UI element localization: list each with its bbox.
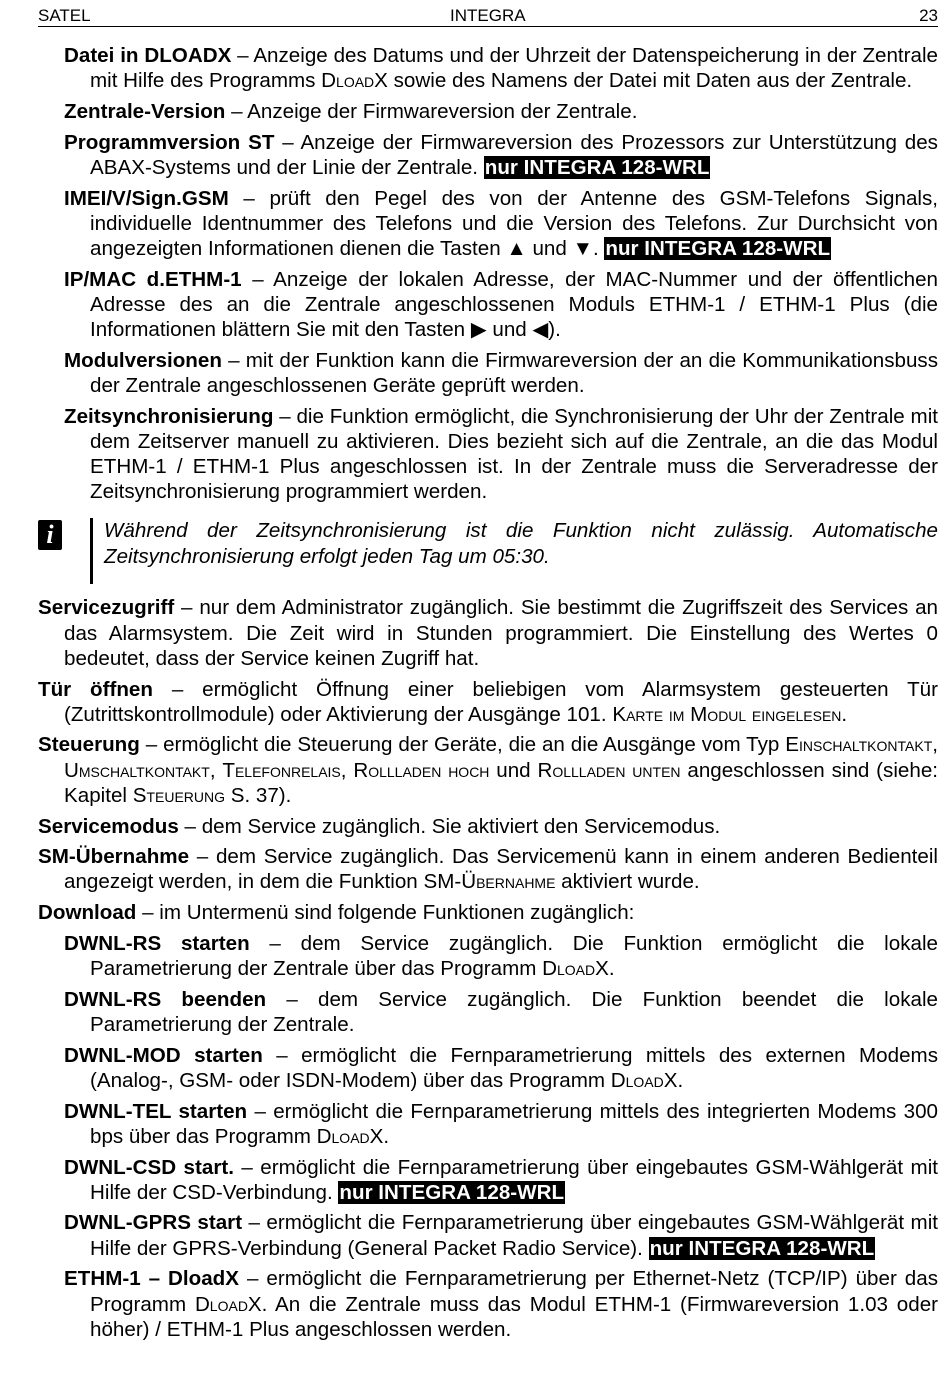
- entry-entries3-1: [0, 987, 938, 1037]
- small-caps-term: DloadX: [316, 1124, 384, 1148]
- entry-entries2-0: [0, 595, 938, 671]
- entry-term: Programmversion ST: [64, 130, 275, 154]
- entry-text: .: [841, 702, 848, 726]
- entry-text: – nur dem Administrator zugänglich. Sie bestimmt die Zugriffszeit des Services an das Alarmsystem. Die Zeit wird in Stunden programmiert. Die Einstellung des Wertes 0 bedeutet, dass der Service keinen Zugriff hat.: [64, 596, 938, 670]
- entry-text: aktiviert wurde.: [555, 870, 700, 894]
- wrl-only-badge: nur INTEGRA 128-WRL: [649, 1236, 875, 1260]
- info-note: [38, 518, 938, 586]
- entry-text: – dem Service zugänglich. Die Funktion ermöglicht die lokale Parametrierung der Zentrale über das Programm: [90, 931, 938, 981]
- entry-text: .: [677, 1068, 684, 1092]
- entry-entries3-2: [0, 1043, 938, 1093]
- small-caps-term: Rollladen hoch: [353, 758, 490, 782]
- entry-entries3-4: [0, 1155, 938, 1205]
- entry-text: – mit der Funktion kann die Firmwareversion der an die Kommunikationsbuss der Zentrale angeschlossenen Geräte geprüft werden.: [90, 348, 938, 397]
- entry-term: IP/MAC d.ETHM-1: [64, 267, 242, 291]
- small-caps-term: DloadX: [542, 957, 609, 981]
- entry-term: Tür öffnen: [38, 677, 153, 701]
- entry-term: DWNL-MOD starten: [64, 1043, 263, 1067]
- entry-text: – dem Service zugänglich. Das Servicemenü kann in einem anderen Bedienteil angezeigt werden, in dem die Funktion: [64, 845, 938, 894]
- wrl-only-badge: nur INTEGRA 128-WRL: [484, 155, 710, 179]
- entry-entries1-2: [0, 130, 938, 180]
- entry-term: Modulversionen: [64, 348, 222, 372]
- entry-text: – dem Service zugänglich. Die Funktion beendet die lokale Parametrierung der Zentrale.: [90, 987, 938, 1036]
- small-caps-term: Rollladen unten: [537, 758, 681, 782]
- entry-entries1-4: [0, 267, 938, 343]
- entry-term: Zeitsynchronisierung: [64, 404, 274, 428]
- entry-entries3-6: [0, 1266, 938, 1342]
- header-brand: SATEL: [38, 6, 91, 25]
- small-caps-term: DloadX: [321, 69, 388, 93]
- entry-term: Download: [38, 901, 137, 925]
- entry-text: – Anzeige der Firmwareversion des Prozessors zur Unterstützung des ABAX-Systems und der Linie der Zentrale.: [90, 130, 938, 179]
- entry-text: – ermöglicht die Fernparametrierung per Ethernet-Netz (TCP/IP) über das Programm: [90, 1267, 938, 1316]
- note-text: Während der Zeitsynchronisierung ist die Funktion nicht zulässig. Automatische Zeitsynchronisierung erfolgt jeden Tag um 05:30.: [104, 519, 938, 568]
- entry-entries2-1: [0, 677, 938, 727]
- entry-term: ETHM-1 – DloadX: [64, 1267, 239, 1291]
- page-content: [0, 43, 950, 1347]
- entry-text: – im Untermenü sind folgende Funktionen zugänglich:: [136, 901, 635, 925]
- entries-level2-download: [0, 931, 950, 1342]
- entry-entries2-2: [0, 732, 938, 808]
- entry-entries2-3: [0, 814, 938, 839]
- entry-text: ,: [340, 758, 354, 782]
- entry-text: sowie des Namens der Datei mit Daten aus der Zentrale.: [387, 69, 913, 93]
- entry-text: – ermöglicht die Fernparametrierung mittels des integrierten Modems 300 bps über das Programm: [90, 1099, 938, 1148]
- entry-term: IMEI/V/Sign.GSM: [64, 186, 229, 210]
- entry-entries1-1: [0, 99, 938, 124]
- entry-text: – die Funktion ermöglicht, die Synchronisierung der Uhr der Zentrale mit dem Zeitserver manuell zu aktivieren. Dies bezieht sich auf die Zentrale, an die das Modul ETHM-1 / ETHM-1 Plus angeschlossen ist. In der Zentrale muss die Serveradresse der Zeitsynchronisierung programmiert werden.: [90, 404, 938, 504]
- entries-level2-top: [0, 43, 950, 504]
- page-number: 23: [919, 6, 938, 25]
- entry-term: Zentrale-Version: [64, 99, 226, 123]
- entry-entries1-6: [0, 404, 938, 505]
- entry-entries3-0: [0, 931, 938, 981]
- entry-text: – ermöglicht Öffnung einer beliebigen vom Alarmsystem gesteuerten Tür (Zutrittskontrollmodule) oder Aktivierung der Ausgänge 101.: [64, 677, 938, 726]
- wrl-only-badge: nur INTEGRA 128-WRL: [339, 1180, 565, 1204]
- wrl-only-badge: nur INTEGRA 128-WRL: [605, 236, 831, 260]
- entry-entries2-5: [0, 900, 938, 925]
- note-divider: [90, 518, 93, 584]
- entry-term: DWNL-GPRS start: [64, 1211, 243, 1235]
- header-product: INTEGRA: [450, 6, 526, 25]
- small-caps-term: Umschaltkontakt: [64, 758, 210, 782]
- entry-text: – Anzeige der lokalen Adresse, der MAC-Nummer und der öffentlichen Adresse des an die Zentrale angeschlossenen Moduls ETHM-1 / ETHM-1 Plus (die Informationen blättern Sie mit den Tasten ▶ und ◀).: [90, 267, 938, 342]
- entry-entries3-5: [0, 1210, 938, 1260]
- entry-term: DWNL-RS beenden: [64, 987, 267, 1011]
- entry-text: – dem Service zugänglich. Sie aktiviert den Servicemodus.: [178, 814, 721, 838]
- entry-entries3-3: [0, 1099, 938, 1149]
- entry-text: . An die Zentrale muss das Modul ETHM-1 (Firmwareversion 1.03 oder höher) / ETHM-1 Plus angeschlossen werden.: [90, 1292, 939, 1341]
- entry-entries1-3: [0, 186, 938, 262]
- small-caps-term: Steuerung: [132, 783, 225, 807]
- entry-entries1-0: [0, 43, 938, 93]
- small-caps-term: DloadX: [194, 1292, 262, 1316]
- entry-term: Servicemodus: [38, 814, 179, 838]
- entry-term: DWNL-RS starten: [64, 931, 250, 955]
- entry-text: – prüft den Pegel des von der Antenne des GSM-Telefons Signals, individuelle Identnummer des Telefons und die Version des Telefons. Zur Durchsicht von angezeigten Informationen dienen die Tasten ▲ und ▼.: [90, 186, 938, 260]
- entry-text: – ermöglicht die Fernparametrierung mittels des externen Modems (Analog-, GSM- oder ISDN-Modem) über das Programm: [90, 1043, 938, 1092]
- entry-term: SM-Übernahme: [38, 845, 190, 869]
- entry-text: angeschlossen sind (siehe: Kapitel: [64, 758, 938, 807]
- entry-entries1-5: [0, 348, 938, 398]
- entry-term: DWNL-CSD start.: [64, 1155, 234, 1179]
- entry-text: S. 37).: [225, 783, 292, 807]
- entry-text: .: [383, 1124, 390, 1148]
- entry-text: – Anzeige der Firmwareversion der Zentrale.: [225, 99, 638, 123]
- entry-text: – Anzeige des Datums und der Uhrzeit der Datenspeicherung in der Zentrale mit Hilfe des Programms: [90, 44, 938, 93]
- small-caps-term: Karte im Modul eingelesen: [612, 702, 842, 726]
- entry-text: – ermöglicht die Fernparametrierung über eingebautes GSM-Wählgerät mit Hilfe der CSD-Verbindung.: [90, 1155, 938, 1204]
- small-caps-term: Einschaltkontakt: [785, 733, 933, 757]
- entry-text: ,: [209, 758, 223, 782]
- entry-text: und: [489, 758, 538, 782]
- entries-level1: [0, 595, 950, 925]
- info-icon: i: [38, 520, 62, 550]
- entry-term: Datei in DLOADX: [64, 44, 232, 67]
- entry-term: Servicezugriff: [38, 596, 175, 620]
- entry-entries2-4: [0, 844, 938, 894]
- entry-text: .: [608, 957, 615, 981]
- small-caps-term: DloadX: [610, 1068, 678, 1092]
- entry-term: Steuerung: [38, 733, 140, 757]
- small-caps-term: SM-Übernahme: [423, 870, 556, 894]
- entry-text: – ermöglicht die Steuerung der Geräte, die an die Ausgänge vom Typ: [139, 733, 786, 757]
- entry-text: ,: [932, 733, 938, 757]
- entry-text: – ermöglicht die Fernparametrierung über eingebautes GSM-Wählgerät mit Hilfe der GPRS-Verbindung (General Packet Radio Service).: [90, 1211, 938, 1260]
- entry-term: DWNL-TEL starten: [64, 1099, 248, 1123]
- page-header: [38, 4, 938, 27]
- small-caps-term: Telefonrelais: [222, 758, 341, 782]
